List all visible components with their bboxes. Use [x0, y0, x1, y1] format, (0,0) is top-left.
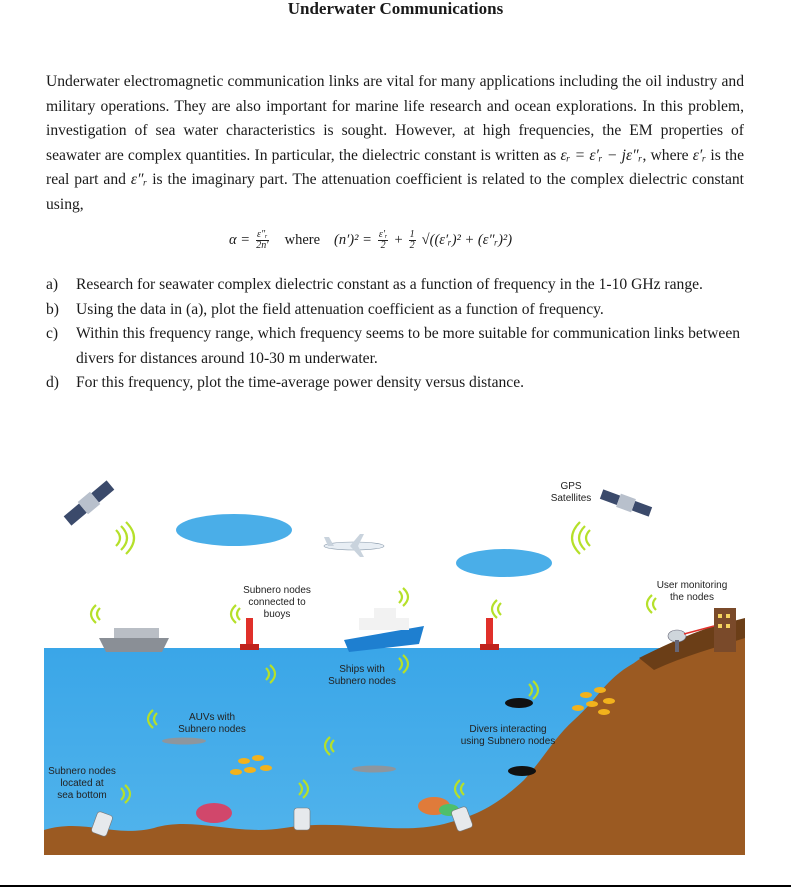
formula-half-den: 2 — [409, 240, 415, 251]
formula-where: where — [284, 232, 321, 248]
formula-alpha-fraction — [256, 230, 269, 251]
formula-half-num: 1 — [409, 229, 415, 240]
formula-alpha-num: ε″ᵣ — [257, 229, 268, 240]
user-label-line2: the nodes — [670, 592, 714, 603]
monitoring-building-icon — [714, 608, 736, 652]
intro-equation-imag: ε″ᵣ — [130, 171, 148, 188]
question-c — [46, 322, 746, 371]
buoy-icon — [240, 618, 259, 650]
ships-label-line1: Ships with — [339, 664, 385, 675]
satellite-icon — [599, 488, 653, 519]
question-label: c) — [46, 325, 59, 342]
intro-equation-dielectric: εᵣ = ε′ᵣ − jε″ᵣ — [560, 146, 643, 164]
question-text: For this frequency, plot the time-average power density versus distance. — [76, 374, 525, 391]
formula-n-num: ε′ᵣ — [378, 229, 388, 240]
seabed-label-line2: located at — [60, 778, 104, 789]
question-text: Research for seawater complex dielectric constant as a function of frequency in the 1-10 GHz range. — [76, 276, 703, 293]
auv-label-line1: AUVs with — [188, 712, 236, 723]
gps-label-line2: Satellites — [550, 493, 592, 504]
ships-label-line2: Subnero nodes — [328, 676, 396, 687]
question-text: Using the data in (a), plot the field attenuation coefficient as a function of frequency. — [76, 300, 604, 318]
intro-text-2: , where — [642, 146, 693, 164]
intro-paragraph — [46, 70, 744, 217]
buoys-label-line1: Subnero nodes — [243, 585, 311, 596]
question-list — [46, 273, 746, 396]
formula-alpha: α = — [229, 232, 251, 248]
buoys-label-line2: connected to — [248, 597, 306, 608]
attenuation-formula — [229, 230, 512, 251]
intro-text-1: Underwater electromagnetic communication links are vital for many applications including the oil industry and military operations. They are also important for marine life research and ocean explorations. In this problem, investigation of sea water characteristics is sought. However, at high frequencies, the EM properties of seawater are complex quantities. In particular, the dielectric constant is written as — [46, 73, 744, 164]
gps-label-line1: GPS — [560, 481, 582, 492]
intro-text-3: is the real part and — [46, 146, 744, 188]
intro-equation-real: ε′ᵣ — [692, 146, 707, 164]
buoys-label-line3: buoys — [263, 609, 291, 620]
user-label-line1: User monitoring — [656, 580, 728, 591]
formula-n-fraction — [378, 230, 389, 251]
formula-alpha-den: 2n′ — [256, 240, 269, 251]
seabed-label-line1: Subnero nodes — [48, 766, 116, 777]
intro-text-4: is the imaginary part. The attenuation coefficient is related to the complex dielectric constant using, — [46, 171, 744, 213]
formula-plus: + — [394, 232, 403, 248]
formula-sqrt: √((ε′ᵣ)² + (ε″ᵣ)²) — [421, 232, 513, 248]
question-label: b) — [46, 300, 59, 318]
question-label: d) — [46, 374, 59, 391]
question-label: a) — [46, 276, 59, 293]
divers-label-line2: using Subnero nodes — [460, 736, 556, 747]
cloud-icon — [176, 514, 292, 546]
underwater-network-figure — [44, 458, 745, 855]
ship-icon — [344, 608, 424, 652]
bottom-rule — [0, 885, 791, 887]
seabed-label-line3: sea bottom — [57, 790, 107, 801]
satellite-icon — [62, 479, 115, 527]
auv-label-line2: Subnero nodes — [178, 724, 246, 735]
buoy-icon — [480, 618, 499, 650]
page-title: Underwater Communications — [287, 0, 504, 18]
airplane-icon — [324, 534, 384, 557]
formula-n-lhs: (n′)² = — [334, 232, 372, 248]
question-a — [46, 273, 746, 298]
question-text: Within this frequency range, which frequency seems to be more suitable for communication links between divers for distances around 10-30 m underwater. — [76, 325, 741, 367]
question-b — [46, 298, 746, 323]
formula-n-den: 2 — [380, 240, 386, 251]
cloud-icon — [456, 549, 552, 577]
cargo-ship-icon — [99, 628, 169, 652]
formula-half-fraction — [409, 230, 416, 251]
divers-label-line1: Divers interacting — [469, 724, 547, 735]
question-d — [46, 371, 746, 396]
